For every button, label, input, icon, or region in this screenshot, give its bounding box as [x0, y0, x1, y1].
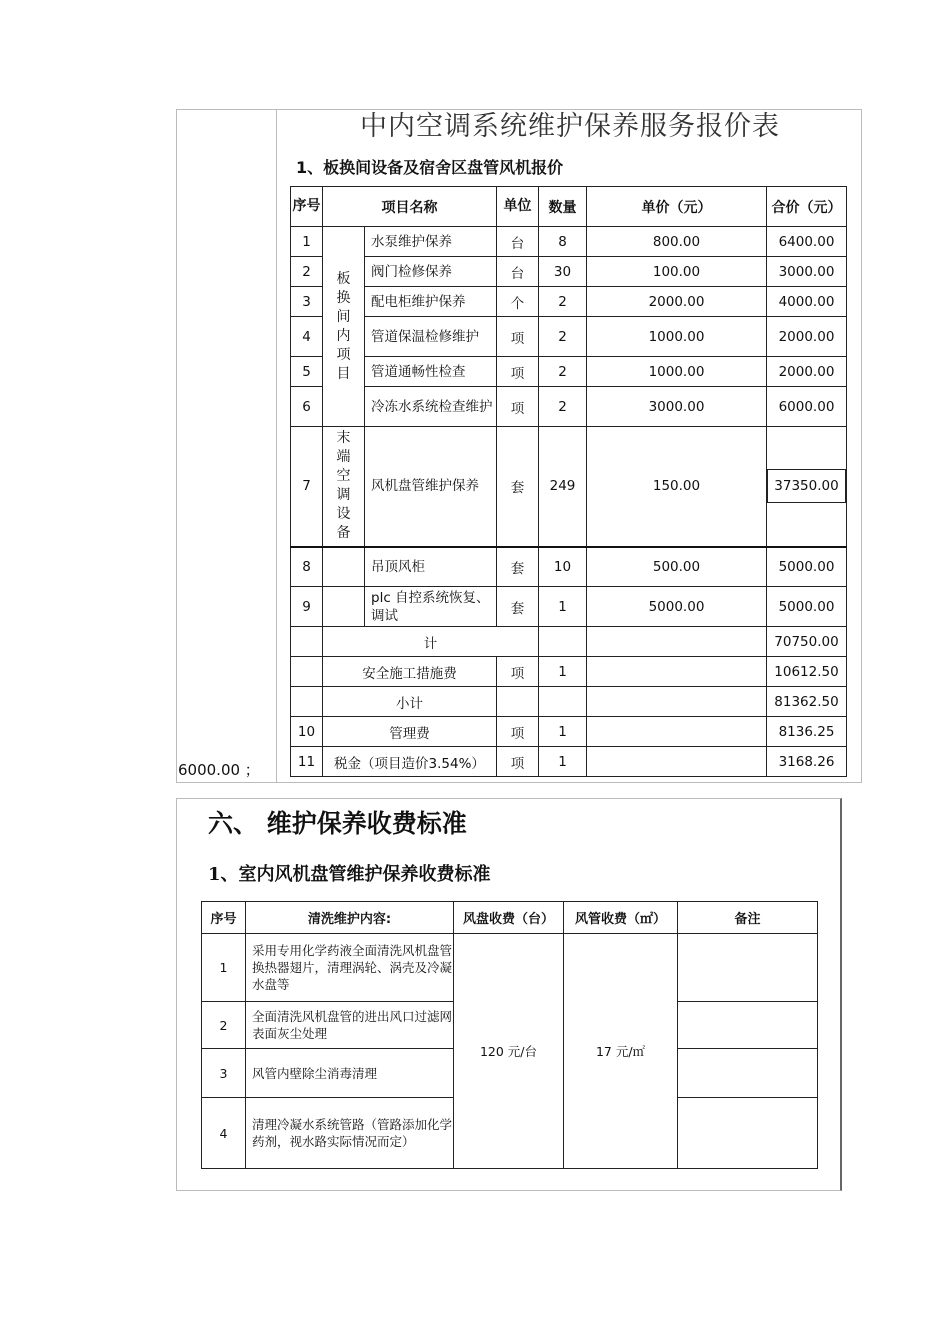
row-content: 全面清洗风机盘管的进出风口过滤网表面灰尘处理	[246, 1002, 454, 1049]
fee-standard-subtitle: 1、室内风机盘管维护保养收费标准	[208, 864, 491, 885]
mgmt-qty: 1	[539, 717, 587, 747]
side-note: 6000.00 ；	[178, 761, 260, 779]
header-no: 序号	[202, 902, 246, 934]
row-no: 2	[291, 257, 323, 287]
row-no: 8	[291, 547, 323, 587]
header-price: 单价（元）	[587, 187, 767, 227]
subtotal-label: 小计	[323, 687, 497, 717]
quote-subtitle: 1、板换间设备及宿舍区盘管风机报价	[296, 158, 564, 177]
row-qty: 8	[539, 227, 587, 257]
header-qty: 数量	[539, 187, 587, 227]
row-name: 管道保温检修维护	[365, 317, 497, 357]
row-total: 2000.00	[767, 317, 847, 357]
row-price: 2000.00	[587, 287, 767, 317]
row-name: 阀门检修保养	[365, 257, 497, 287]
row-content: 采用专用化学药液全面清洗风机盘管换热器翅片，清理涡轮、涡壳及冷凝水盘等	[246, 934, 454, 1002]
row-remark	[678, 1002, 818, 1049]
empty-cell	[291, 687, 323, 717]
header-duct-fee: 风管收费（㎡）	[564, 902, 678, 934]
header-unit: 单位	[497, 187, 539, 227]
row-price: 3000.00	[587, 387, 767, 427]
sum-total: 70750.00	[767, 627, 847, 657]
table-row	[291, 387, 847, 427]
row-unit: 套	[497, 427, 539, 547]
header-no: 序号	[291, 187, 323, 227]
empty-cell	[291, 627, 323, 657]
row-qty: 1	[539, 587, 587, 627]
header-name: 项目名称	[323, 187, 497, 227]
empty-cell	[539, 627, 587, 657]
row-name: 冷冻水系统检查维护	[365, 387, 497, 427]
tax-qty: 1	[539, 747, 587, 777]
row-qty: 10	[539, 547, 587, 587]
empty-cell	[587, 747, 767, 777]
row-no: 5	[291, 357, 323, 387]
quote-title: 中内空调系统维护保养服务报价表	[360, 111, 780, 142]
table-row	[202, 934, 818, 1002]
safety-unit: 项	[497, 657, 539, 687]
row-name: 水泵维护保养	[365, 227, 497, 257]
empty-cell	[587, 687, 767, 717]
empty-cell	[587, 657, 767, 687]
table-row	[291, 257, 847, 287]
subtotal-row	[291, 687, 847, 717]
row-qty: 2	[539, 287, 587, 317]
row-no: 7	[291, 427, 323, 547]
row-no: 2	[202, 1002, 246, 1049]
row-no: 1	[202, 934, 246, 1002]
safety-qty: 1	[539, 657, 587, 687]
empty-cell	[291, 657, 323, 687]
row-qty: 2	[539, 317, 587, 357]
row-price: 150.00	[587, 427, 767, 547]
row-content: 清理冷凝水系统管路（管路添加化学药剂，视水路实际情况而定）	[246, 1098, 454, 1169]
row-remark	[678, 1049, 818, 1098]
header-fan-fee: 风盘收费（台）	[454, 902, 564, 934]
row-price: 1000.00	[587, 357, 767, 387]
header-remark: 备注	[678, 902, 818, 934]
empty-cell	[587, 627, 767, 657]
row-qty: 249	[539, 427, 587, 547]
duct-fee-value: 17 元/㎡	[564, 934, 678, 1169]
empty-cell	[587, 717, 767, 747]
safety-label: 安全施工措施费	[323, 657, 497, 687]
sum-row	[291, 627, 847, 657]
row-total: 2000.00	[767, 357, 847, 387]
header-total: 合价（元）	[767, 187, 847, 227]
subtotal-total: 81362.50	[767, 687, 847, 717]
row-price: 5000.00	[587, 587, 767, 627]
quote-table	[290, 186, 847, 777]
row-no: 1	[291, 227, 323, 257]
row-total: 3000.00	[767, 257, 847, 287]
row-total: 37350.00	[767, 469, 845, 503]
mgmt-label: 管理费	[323, 717, 497, 747]
empty-cell	[323, 547, 365, 587]
row-unit: 台	[497, 257, 539, 287]
safety-row	[291, 657, 847, 687]
row-total: 6000.00	[767, 387, 847, 427]
tax-label: 税金（项目造价3.54%）	[323, 747, 497, 777]
tax-row	[291, 747, 847, 777]
row-total: 5000.00	[767, 547, 847, 587]
fee-standard-title: 六、 维护保养收费标准	[208, 809, 467, 838]
row-remark	[678, 934, 818, 1002]
group-label-terminal-ac: 末 端 空 调 设 备	[323, 427, 365, 547]
table-header-row	[291, 187, 847, 227]
row-no: 6	[291, 387, 323, 427]
row-qty: 2	[539, 357, 587, 387]
row-name: 吊顶风柜	[365, 547, 497, 587]
table-row	[291, 227, 847, 257]
fee-standard-table	[201, 901, 818, 1169]
empty-cell	[323, 587, 365, 627]
row-no: 3	[291, 287, 323, 317]
row-no: 4	[291, 317, 323, 357]
row-qty: 2	[539, 387, 587, 427]
row-price: 500.00	[587, 547, 767, 587]
row-unit: 个	[497, 287, 539, 317]
empty-cell	[539, 687, 587, 717]
table-row	[291, 357, 847, 387]
safety-total: 10612.50	[767, 657, 847, 687]
group-label-panel-room: 板 换 间 内 项 目	[323, 227, 365, 427]
management-fee-row	[291, 717, 847, 747]
row-unit: 项	[497, 317, 539, 357]
row-remark	[678, 1098, 818, 1169]
table-row	[291, 587, 847, 627]
row-price: 800.00	[587, 227, 767, 257]
empty-cell	[497, 687, 539, 717]
row-total-cell	[767, 427, 847, 547]
row-total: 6400.00	[767, 227, 847, 257]
mgmt-no: 10	[291, 717, 323, 747]
row-total: 5000.00	[767, 587, 847, 627]
mgmt-total: 8136.25	[767, 717, 847, 747]
row-name: 配电柜维护保养	[365, 287, 497, 317]
row-price: 100.00	[587, 257, 767, 287]
sum-label: 计	[323, 627, 539, 657]
table-row	[291, 427, 847, 547]
mgmt-unit: 项	[497, 717, 539, 747]
row-no: 3	[202, 1049, 246, 1098]
row-no: 4	[202, 1098, 246, 1169]
fan-fee-value: 120 元/台	[454, 934, 564, 1169]
row-name: 风机盘管维护保养	[365, 427, 497, 547]
row-unit: 台	[497, 227, 539, 257]
table-row	[291, 547, 847, 587]
row-name: plc 自控系统恢复、调试	[365, 587, 497, 627]
row-price: 1000.00	[587, 317, 767, 357]
table-row	[291, 287, 847, 317]
tax-total: 3168.26	[767, 747, 847, 777]
row-unit: 套	[497, 547, 539, 587]
row-unit: 套	[497, 587, 539, 627]
row-content: 风管内壁除尘消毒清理	[246, 1049, 454, 1098]
row-unit: 项	[497, 387, 539, 427]
row-total: 4000.00	[767, 287, 847, 317]
row-unit: 项	[497, 357, 539, 387]
panel-divider	[276, 109, 277, 783]
row-name: 管道通畅性检查	[365, 357, 497, 387]
row-no: 9	[291, 587, 323, 627]
tax-unit: 项	[497, 747, 539, 777]
table-row	[291, 317, 847, 357]
header-content: 清洗维护内容:	[246, 902, 454, 934]
table-header-row	[202, 902, 818, 934]
row-qty: 30	[539, 257, 587, 287]
tax-no: 11	[291, 747, 323, 777]
